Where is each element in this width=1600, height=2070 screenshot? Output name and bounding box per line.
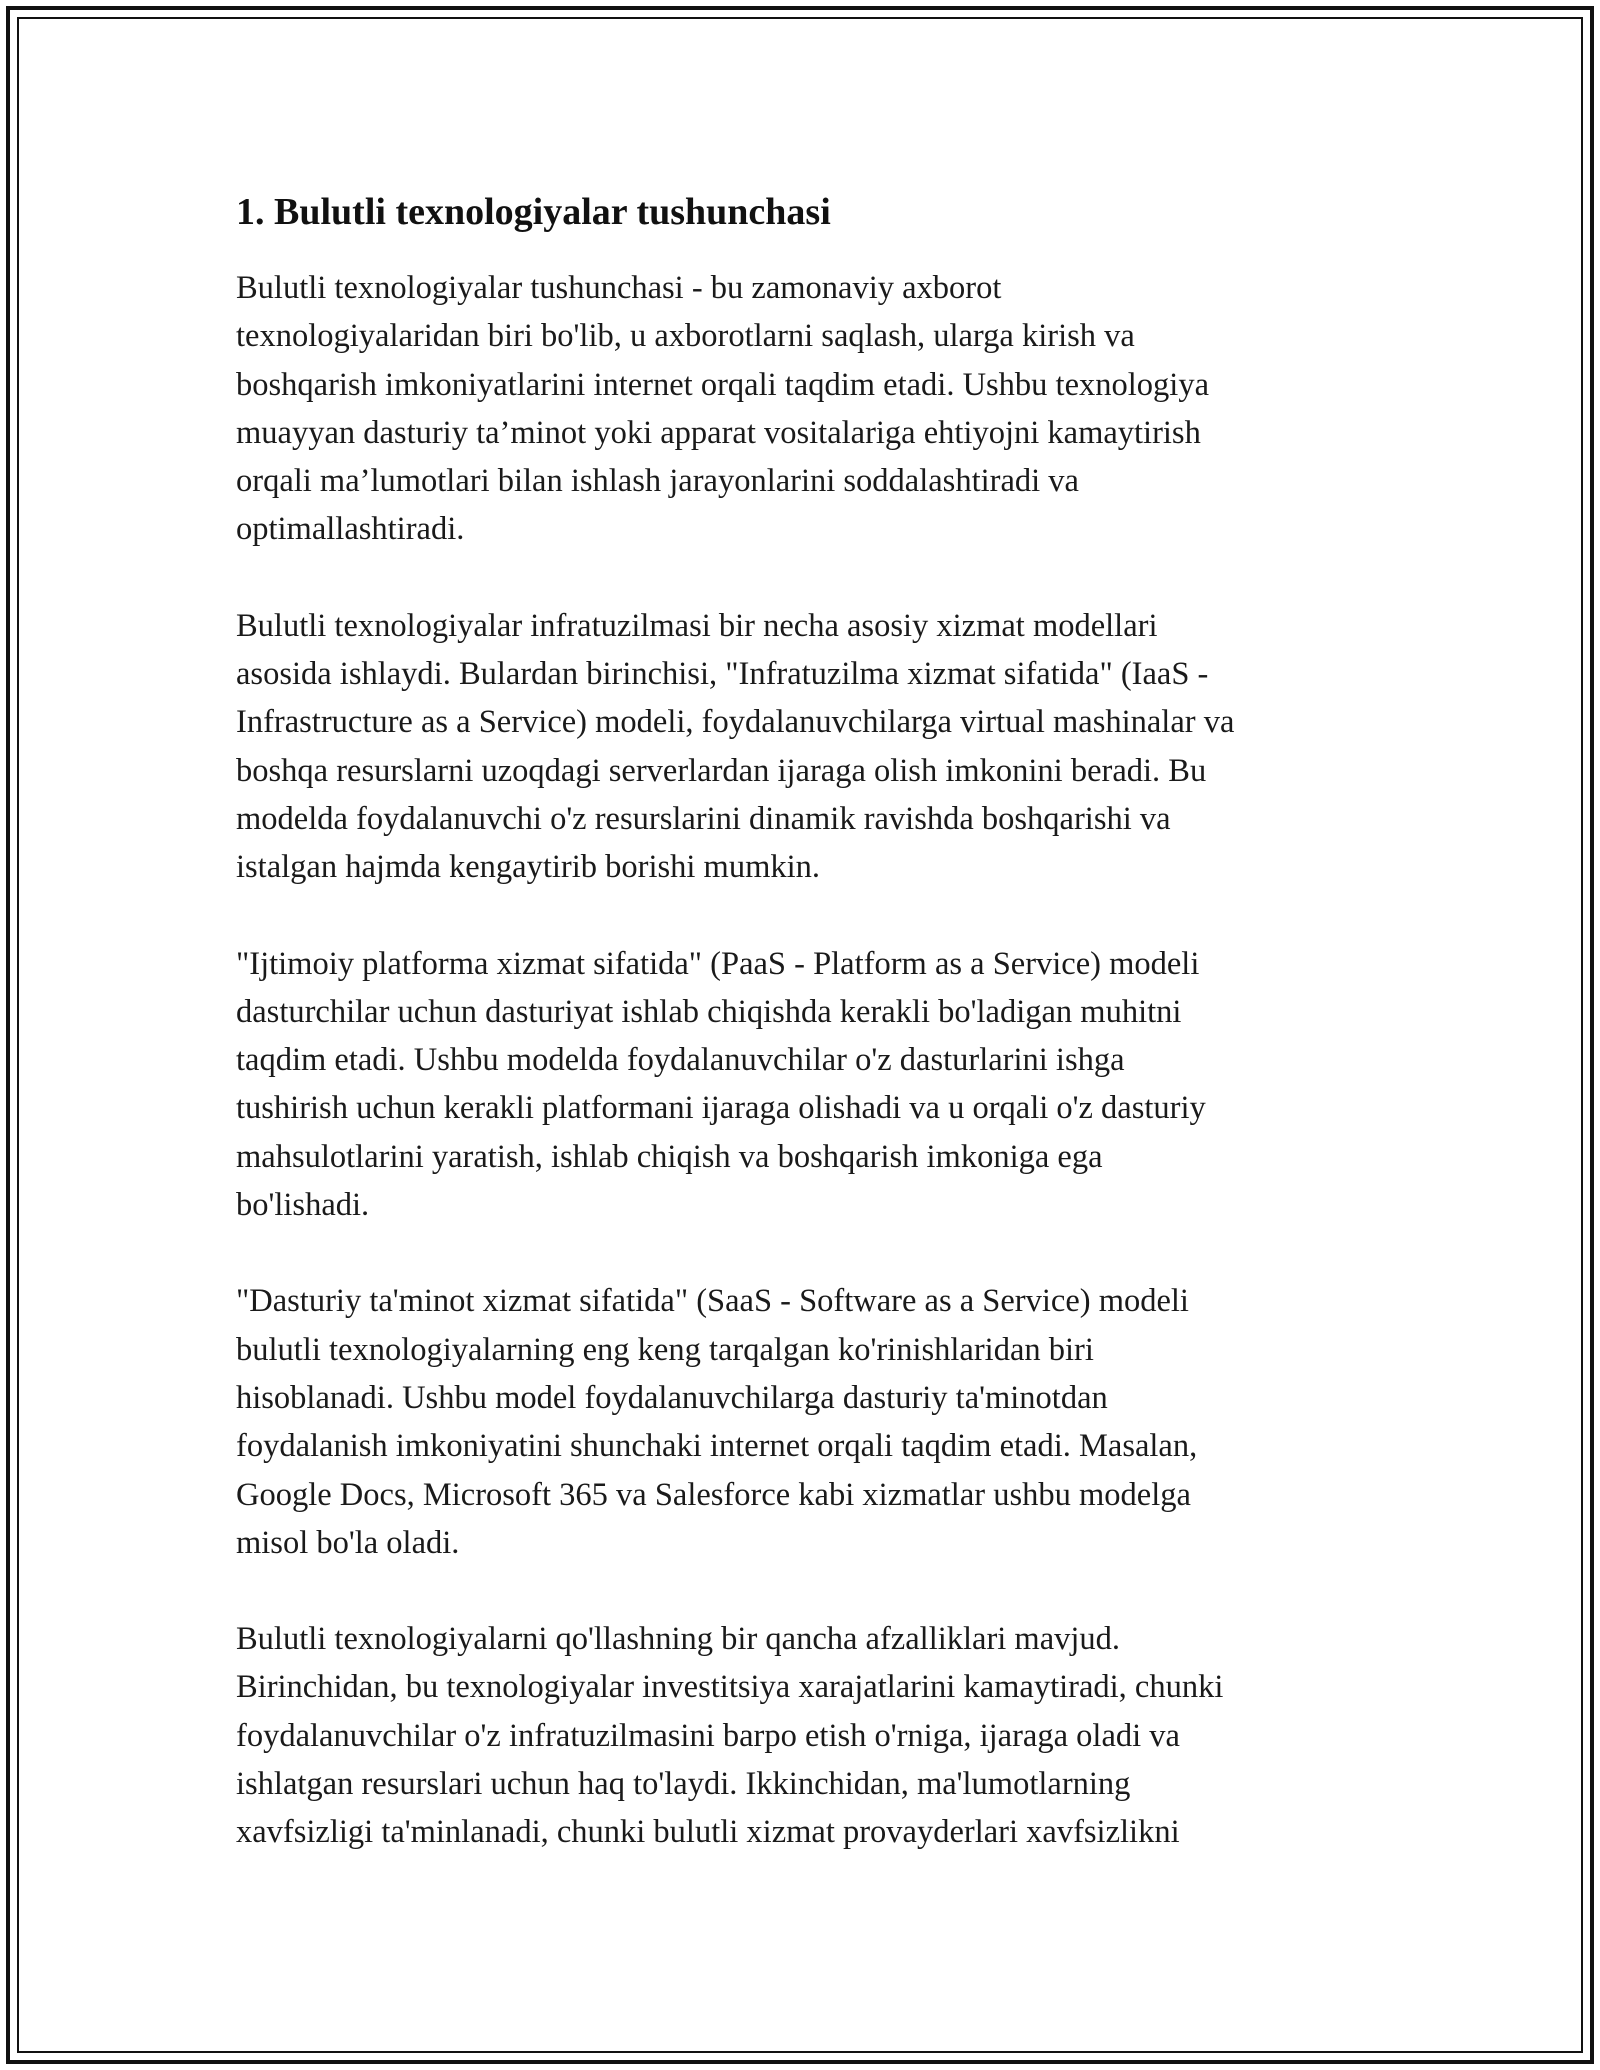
document-body [236,186,1376,1857]
text-line: dasturchilar uchun dasturiyat ishlab chiqishda kerakli bo'ladigan muhitni [236,993,1182,1030]
paragraph-saas [236,1277,1376,1567]
text-line: Infrastructure as a Service) modeli, foydalanuvchilarga virtual mashinalar va [236,704,1235,741]
text-line: texnologiyalaridan biri bo'lib, u axborotlarni saqlash, ularga kirish va [236,318,1135,355]
text-line: modelda foydalanuvchi o'z resurslarini dinamik ravishda boshqarishi va [236,800,1171,837]
text-line: "Ijtimoiy platforma xizmat sifatida" (PaaS - Platform as a Service) modeli [236,945,1200,982]
text-line: taqdim etadi. Ushbu modelda foydalanuvchilar o'z dasturlarini ishga [236,1042,1125,1079]
text-line: Bulutli texnologiyalar infratuzilmasi bir necha asosiy xizmat modellari [236,607,1158,644]
paragraph-definition [236,264,1376,554]
text-line: orqali ma’lumotlari bilan ishlash jarayonlarini soddalashtiradi va [236,463,1079,500]
text-line: xavfsizligi ta'minlanadi, chunki bulutli xizmat provayderlari xavfsizlikni [236,1814,1180,1851]
text-line: Birinchidan, bu texnologiyalar investitsiya xarajatlarini kamaytiradi, chunki [236,1669,1224,1706]
text-line: boshqa resurslarni uzoqdagi serverlardan ijaraga olish imkonini beradi. Bu [236,752,1207,789]
text-line: bo'lishadi. [236,1187,370,1224]
text-line: Google Docs, Microsoft 365 va Salesforce kabi xizmatlar ushbu modelga [236,1476,1191,1513]
text-line: misol bo'la oladi. [236,1524,460,1561]
text-line: foydalanuvchilar o'z infratuzilmasini barpo etish o'rniga, ijaraga oladi va [236,1717,1180,1754]
paragraph-paas [236,940,1376,1230]
text-line: optimallashtiradi. [236,511,465,548]
text-line: tushirish uchun kerakli platformani ijaraga olishadi va u orqali o'z dasturiy [236,1090,1206,1127]
text-line: bulutli texnologiyalarning eng keng tarqalgan ko'rinishlaridan biri [236,1331,1094,1368]
text-line: muayyan dasturiy ta’minot yoki apparat vositalariga ehtiyojni kamaytirish [236,414,1201,451]
text-line: foydalanish imkoniyatini shunchaki internet orqali taqdim etadi. Masalan, [236,1428,1198,1465]
text-line: hisoblanadi. Ushbu model foydalanuvchilarga dasturiy ta'minotdan [236,1379,1108,1416]
text-line: "Dasturiy ta'minot xizmat sifatida" (SaaS - Software as a Service) modeli [236,1283,1189,1320]
text-line: Bulutli texnologiyalarni qo'llashning bir qancha afzalliklari mavjud. [236,1621,1121,1658]
text-line: Bulutli texnologiyalar tushunchasi - bu zamonaviy axborot [236,270,1002,306]
text-line: mahsulotlarini yaratish, ishlab chiqish va boshqarish imkoniga ega [236,1138,1103,1175]
section-heading: 1. Bulutli texnologiyalar tushunchasi [236,191,831,233]
paragraph-advantages [236,1615,1376,1856]
text-line: ishlatgan resurslari uchun haq to'laydi. Ikkinchidan, ma'lumotlarning [236,1766,1131,1803]
text-line: istalgan hajmda kengaytirib borishi mumkin. [236,849,821,886]
paragraph-iaas [236,602,1376,892]
text-line: asosida ishlaydi. Bulardan birinchisi, "Infratuzilma xizmat sifatida" (IaaS - [236,656,1209,693]
text-line: boshqarish imkoniyatlarini internet orqali taqdim etadi. Ushbu texnologiya [236,366,1210,403]
